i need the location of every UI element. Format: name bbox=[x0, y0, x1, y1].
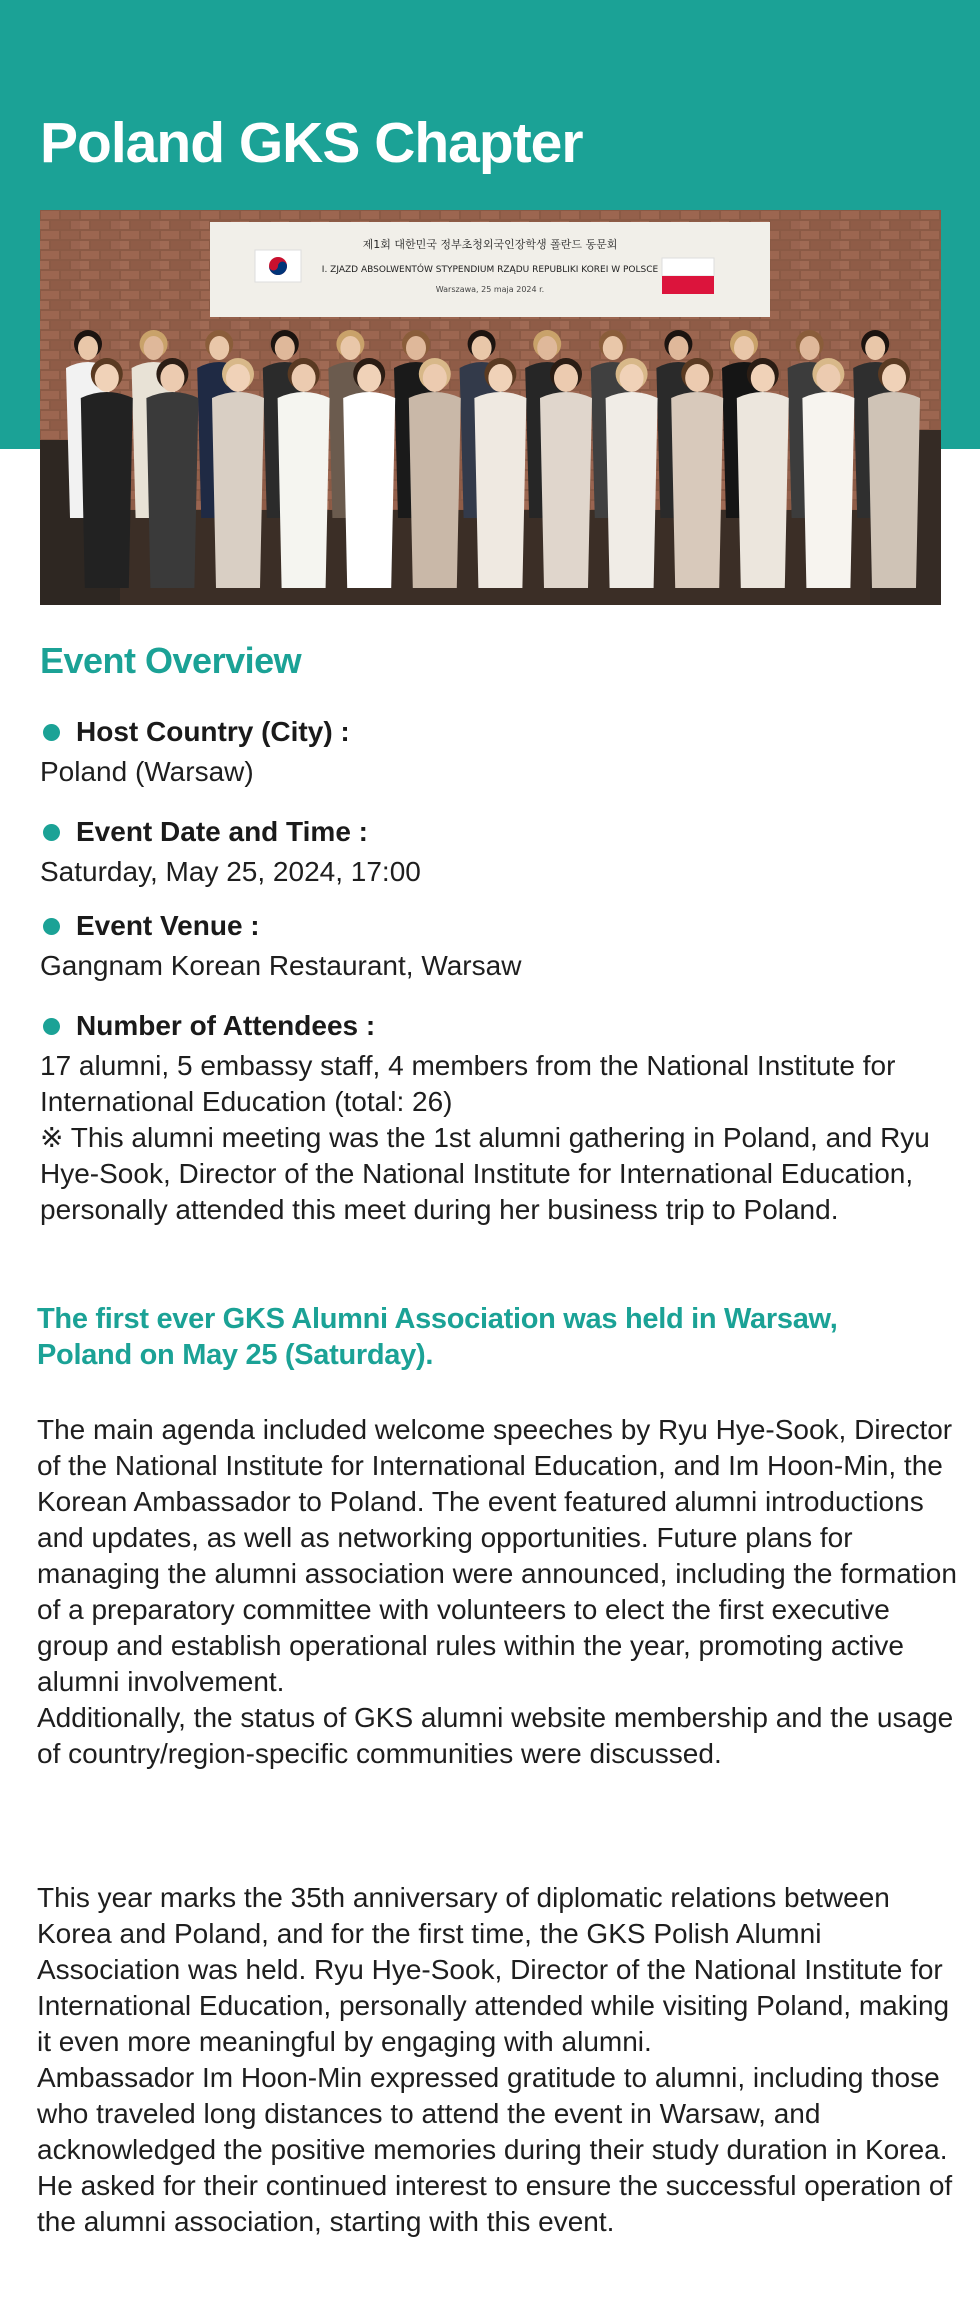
bullet-icon bbox=[43, 824, 60, 841]
body-paragraph: Ambassador Im Hoon-Min expressed gratitude to alumni, including those who traveled long distances to attend the event in Warsaw, and acknowledged the positive memories during their study duration in Korea. He asked for their continued interest to ensure the successful operation of the alumni association, starting with this event. bbox=[37, 2062, 953, 2237]
body-paragraph: Additionally, the status of GKS alumni website membership and the usage of country/region-specific communities were discussed. bbox=[37, 1702, 954, 1769]
body-paragraph: This year marks the 35th anniversary of diplomatic relations between Korea and Poland, and for the first time, the GKS Polish Alumni Association was held. Ryu Hye-Sook, Director of the National Institute for International Education, personally attended while visiting Poland, making it even more meaningful by engaging with alumni. bbox=[37, 1882, 950, 2057]
body-section-2 bbox=[37, 1880, 957, 2240]
info-label: Event Date and Time : bbox=[76, 816, 369, 847]
body-paragraph: The main agenda included welcome speeches by Ryu Hye-Sook, Director of the National Institute for International Education, and Im Hoon-Min, the Korean Ambassador to Poland. The event featured alumni introductions and updates, as well as networking opportunities. Future plans for managing the alumni association were announced, including the formation of a preparatory committee with volunteers to elect the first executive group and establish operational rules within the year, promoting active alumni involvement. bbox=[37, 1414, 957, 1697]
banner-line-3: Warszawa, 25 maja 2024 r. bbox=[435, 285, 545, 294]
info-date-time bbox=[40, 812, 950, 890]
info-value: Poland (Warsaw) bbox=[40, 756, 254, 787]
page-title: Poland GKS Chapter bbox=[40, 111, 583, 175]
banner-line-2: I. ZJAZD ABSOLWENTÓW STYPENDIUM RZĄDU REPUBLIKI KOREI W POLSCE bbox=[321, 265, 659, 275]
bullet-icon bbox=[43, 724, 60, 741]
info-attendees bbox=[40, 1006, 950, 1228]
info-value: Gangnam Korean Restaurant, Warsaw bbox=[40, 950, 522, 981]
event-overview-heading: Event Overview bbox=[40, 640, 302, 681]
info-value: Saturday, May 25, 2024, 17:00 bbox=[40, 856, 421, 887]
info-host-country bbox=[40, 712, 950, 790]
info-label: Number of Attendees : bbox=[76, 1010, 376, 1041]
info-note: ※ This alumni meeting was the 1st alumni gathering in Poland, and Ryu Hye-Sook, Director of the National Institute for International Education, personally attended this meet during her business trip to Poland. bbox=[40, 1122, 930, 1225]
info-label: Host Country (City) : bbox=[76, 716, 350, 747]
highlight-text: The first ever GKS Alumni Association was held in Warsaw, Poland on May 25 (Saturday). bbox=[37, 1303, 838, 1371]
body-section-1 bbox=[37, 1412, 957, 1772]
poland-flag-icon bbox=[662, 258, 714, 294]
bullet-icon bbox=[43, 918, 60, 935]
korea-flag-icon bbox=[255, 250, 301, 282]
info-label: Event Venue : bbox=[76, 910, 260, 941]
info-value: 17 alumni, 5 embassy staff, 4 members from the National Institute for International Education (total: 26) bbox=[40, 1050, 896, 1117]
bullet-icon bbox=[43, 1018, 60, 1035]
info-venue bbox=[40, 906, 950, 984]
group-photo bbox=[40, 210, 941, 605]
banner-line-1: 제1회 대한민국 정부초청외국인장학생 폴란드 동문회 bbox=[362, 238, 618, 251]
group-photo-illustration bbox=[40, 210, 941, 605]
